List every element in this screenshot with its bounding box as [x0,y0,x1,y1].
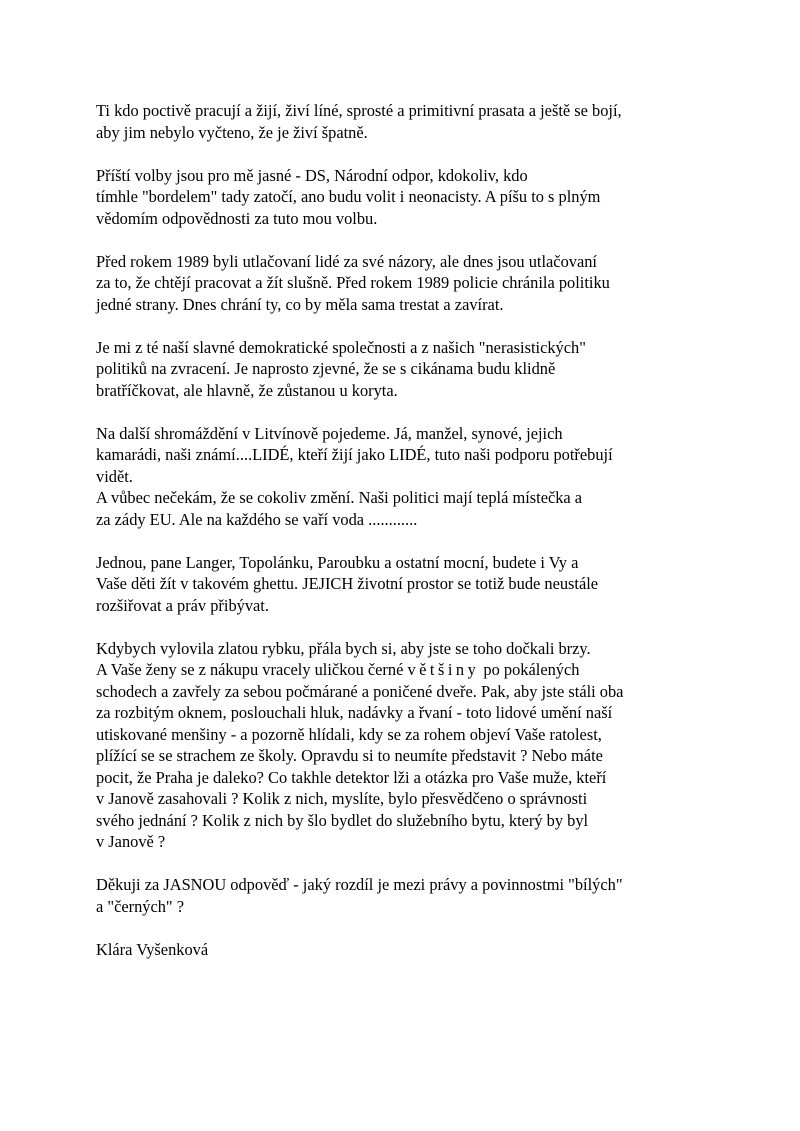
line-prefix: A Vaše ženy se z nákupu vracely uličkou černé [96,660,408,679]
text-line: Ti kdo poctivě pracují a žijí, živí líné, sprosté a primitivní prasata a ještě se bojí, [96,101,622,120]
text-line: schodech a zavřely za sebou počmárané a poničené dveře. Pak, aby jste stáli oba [96,681,624,701]
text-line: Vaše děti žít v takovém ghettu. JEJICH životní prostor se totiž bude neustále [96,574,599,593]
paragraph-3 [96,251,736,316]
text-line-with-spaced-word [96,659,736,681]
paragraph-8 [96,874,736,917]
text-line: A vůbec nečekám, že se cokoliv změní. Naši politici mají teplá místečka a [96,488,583,507]
text-line: tímhle "bordelem" tady zatočí, ano budu volit i neonacisty. A píšu to s plným [96,187,601,206]
text-line: svého jednání ? Kolik z nich by šlo bydlet do služebního bytu, který by byl [96,810,589,830]
text-line: Děkuji za JASNOU odpověď - jaký rozdíl je mezi právy a povinnostmi "bílých" [96,875,623,894]
text-line: vidět. [96,466,133,486]
text-line: Na další shromáždění v Litvínově pojedeme. Já, manžel, synové, jejich [96,423,563,443]
text-line: kamarádi, naši známí....LIDÉ, kteří žijí jako LIDÉ, tuto naši podporu potřebují [96,445,613,464]
text-line: plížící se se strachem ze školy. Opravdu si to neumíte představit ? Nebo máte [96,746,603,765]
text-line: Před rokem 1989 byli utlačovaní lidé za své názory, ale dnes jsou utlačovaní [96,251,597,271]
text-line: v Janově ? [96,832,166,851]
text-line: a "černých" ? [96,896,184,916]
signature-name: Klára Vyšenková [96,939,209,959]
text-line: aby jim nebylo vyčteno, že je živí špatně. [96,122,368,142]
line-suffix: po pokálených [479,660,580,679]
text-line: politiků na zvracení. Je naprosto zjevné, že se s cikánama budu klidně [96,359,556,378]
text-line: v Janově zasahovali ? Kolik z nich, myslíte, bylo přesvědčeno o správnosti [96,789,588,808]
document-page [96,100,736,982]
text-line: Je mi z té naší slavné demokratické společnosti a z našich "nerasistických" [96,337,586,357]
text-line: za to, že chtějí pracovat a žít slušně. Před rokem 1989 policie chránila politiku [96,273,610,292]
paragraph-7 [96,638,736,853]
text-line: utiskované menšiny - a pozorně hlídali, kdy se za rohem objeví Vaše ratolest, [96,724,602,744]
signature [96,939,736,961]
text-line: za rozbitým oknem, poslouchali hluk, nadávky a řvaní - toto lidové umění naší [96,703,613,722]
text-line: Jednou, pane Langer, Topolánku, Paroubku a ostatní mocní, budete i Vy a [96,552,579,572]
paragraph-1 [96,100,736,143]
letter-spaced-word: většiny [407,660,480,679]
paragraph-5 [96,423,736,531]
text-line: rozšiřovat a práv přibývat. [96,595,269,615]
text-line: jedné strany. Dnes chrání ty, co by měla sama trestat a zavírat. [96,294,504,314]
text-line: vědomím odpovědnosti za tuto mou volbu. [96,208,378,228]
text-line: pocit, že Praha je daleko? Co takhle detektor lži a otázka pro Vaše muže, kteří [96,767,607,787]
paragraph-6 [96,552,736,617]
text-line: za zády EU. Ale na každého se vaří voda ............ [96,509,418,529]
text-line: bratříčkovat, ale hlavně, že zůstanou u koryta. [96,380,398,400]
text-line: Příští volby jsou pro mě jasné - DS, Národní odpor, kdokoliv, kdo [96,165,528,185]
text-line: Kdybych vylovila zlatou rybku, přála bych si, aby jste se toho dočkali brzy. [96,638,591,658]
paragraph-2 [96,165,736,230]
paragraph-4 [96,337,736,402]
